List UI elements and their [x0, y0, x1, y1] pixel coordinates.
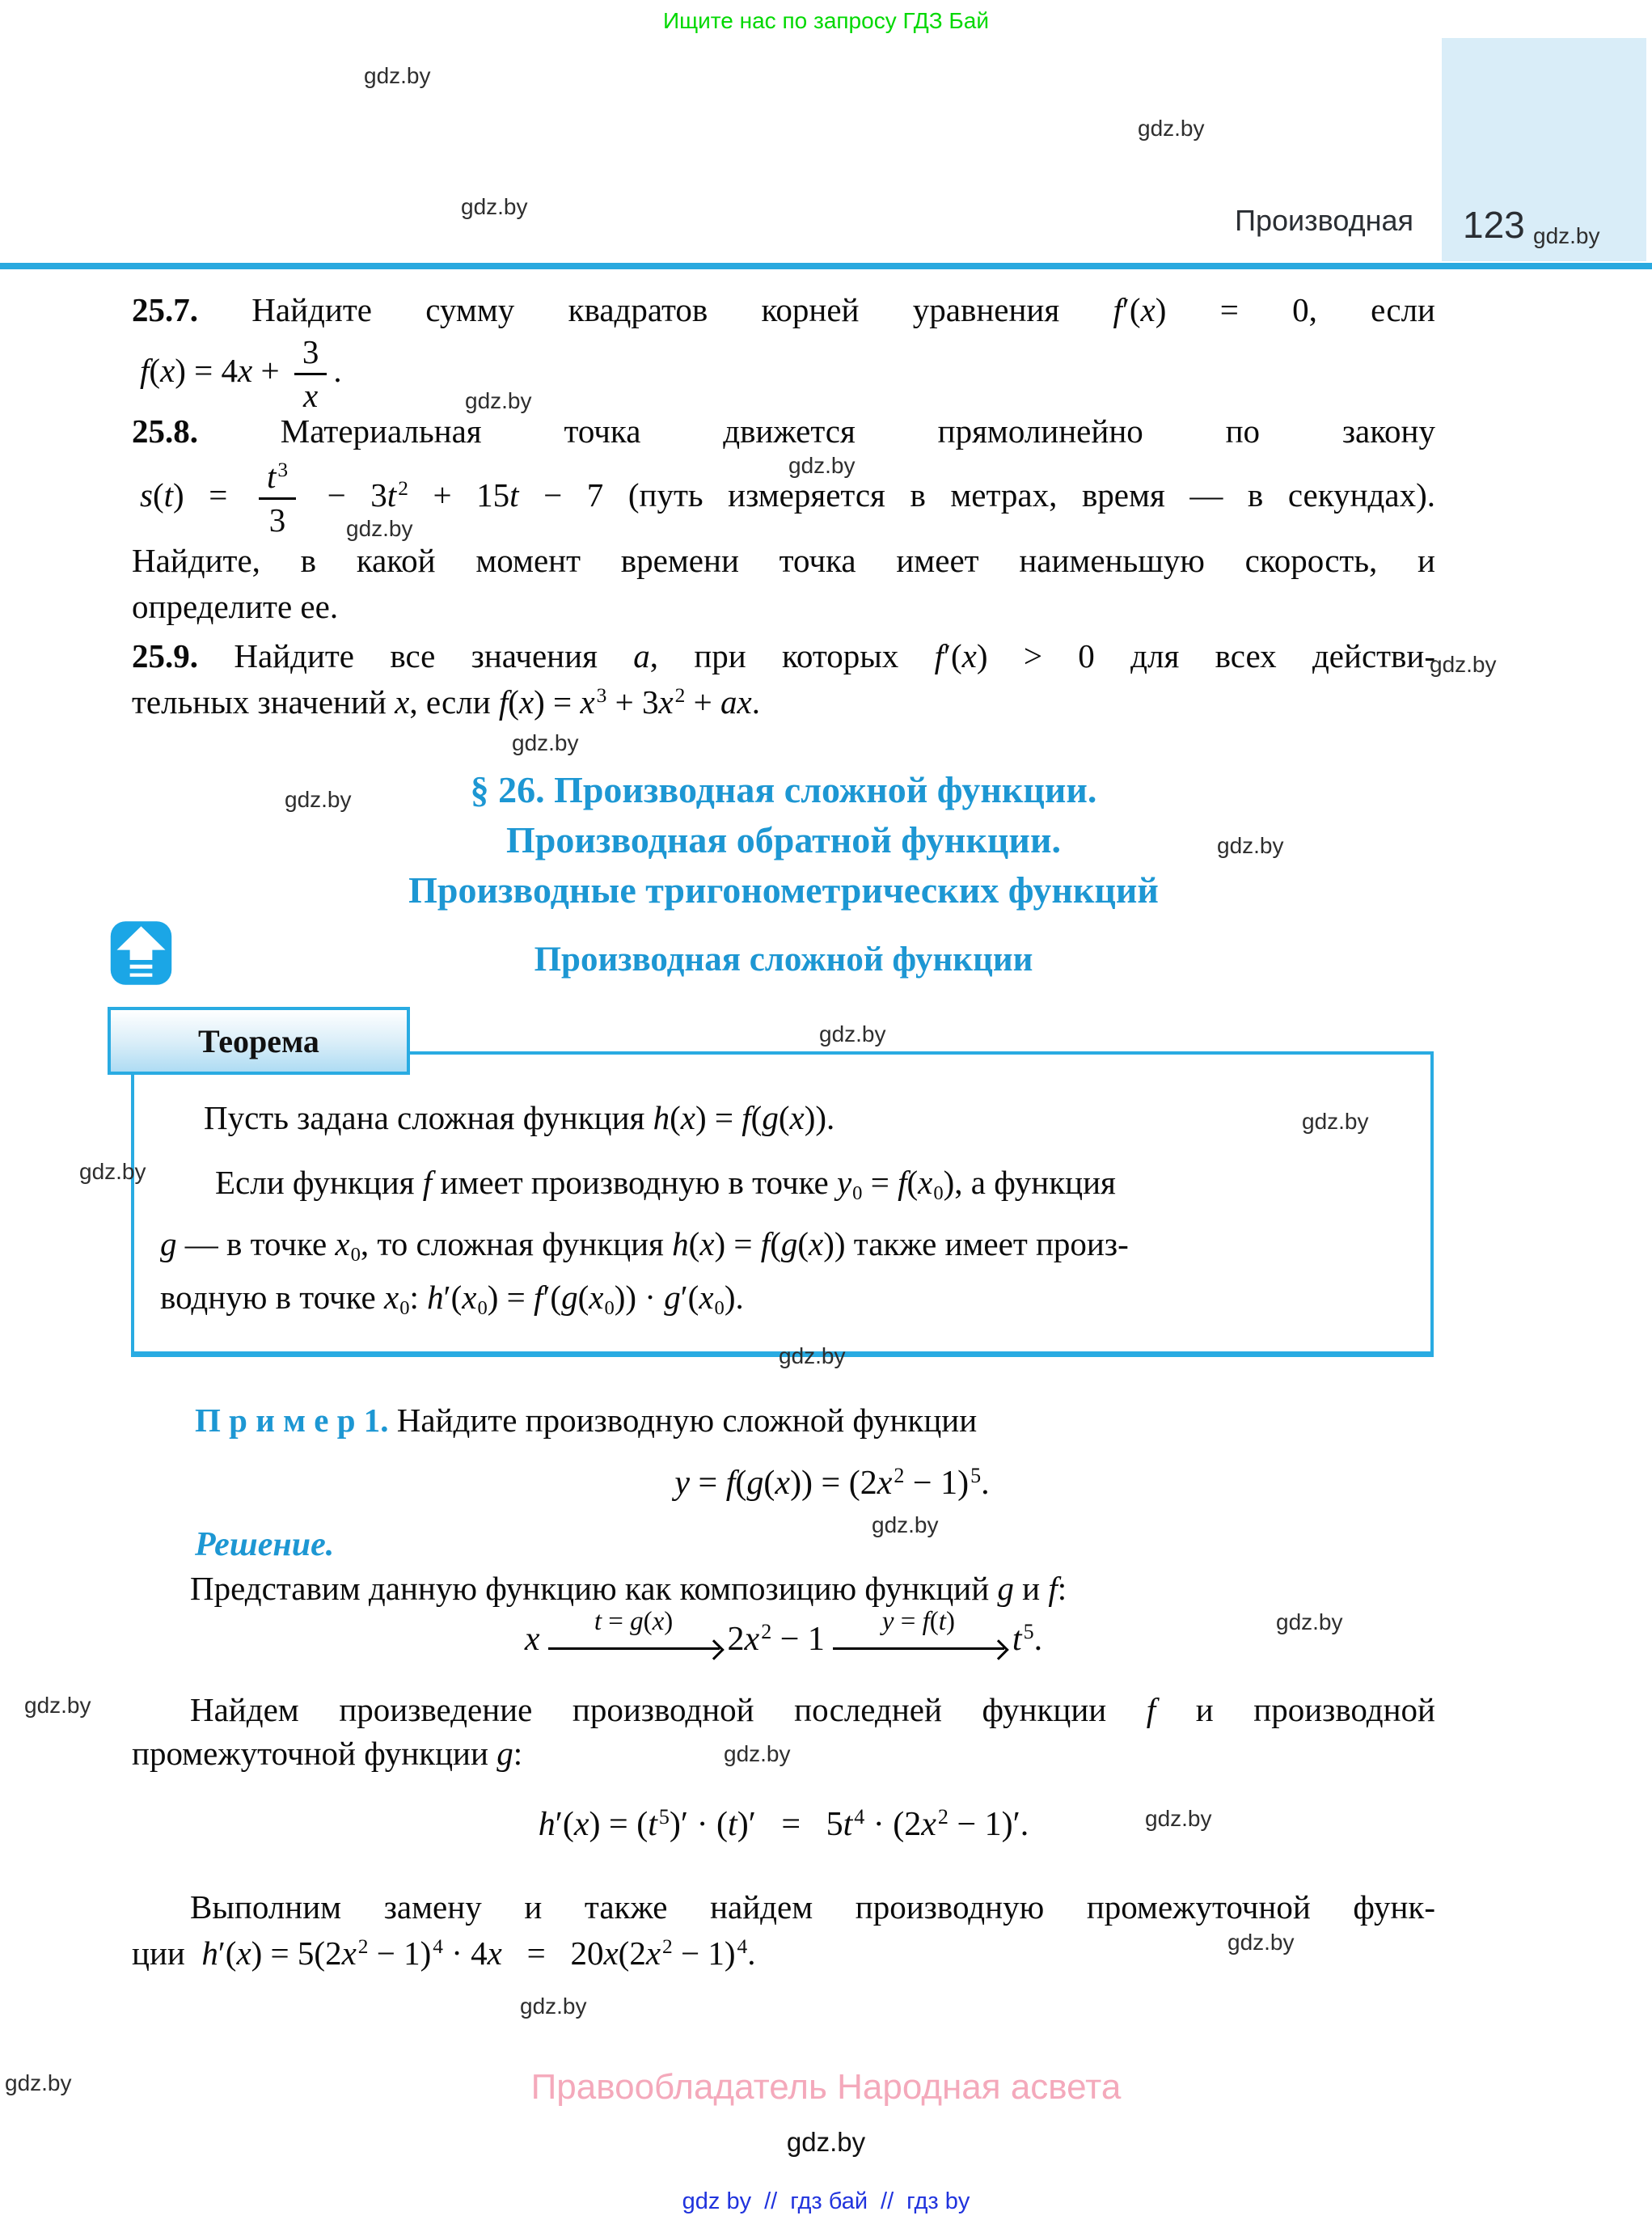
gdz-watermark: gdz.by: [79, 1159, 146, 1184]
chain-start: x: [524, 1621, 540, 1658]
gdz-watermark: gdz.by: [1227, 1930, 1295, 1955]
problem-25-8-formula: s(t) = $\frac{t^3}{3}$ − $3t^2 + 15t - 7$ (путь измеряется в метрах, время — в секундах).: [140, 458, 1435, 539]
problem-25-8-line4: определите ее.: [132, 588, 339, 625]
theorem-line-4: водную в точке $x_0$: $h'(x_0) = f'(g(x_0)) \cdot g'(x_0)$.: [160, 1279, 744, 1319]
gdz-watermark: gdz.by: [461, 194, 528, 219]
solution-step3-line1: Выполним замену и также найдем производную промежуточной функ-: [190, 1888, 1435, 1926]
example-intro-text: Найдите производную сложной функции: [388, 1402, 978, 1439]
page-number: 123: [1463, 204, 1525, 246]
solution-step2-line2: промежуточной функции g:: [132, 1735, 523, 1772]
example-intro-line: [132, 1397, 1435, 1444]
footer-link-2[interactable]: гдз бай: [790, 2188, 868, 2214]
example-formula: $y = f(g(x)) = (2x^2 - 1)^5$.: [674, 1463, 990, 1502]
theorem-tab: [108, 1007, 410, 1075]
gdz-watermark: gdz.by: [285, 787, 352, 812]
header-rule: [0, 263, 1652, 269]
theorem-tab-label: Теорема: [198, 1022, 319, 1059]
gdz-watermark: gdz.by: [24, 1693, 91, 1718]
gdz-watermark: gdz.by: [1276, 1609, 1343, 1634]
gdz-watermark: gdz.by: [788, 453, 856, 478]
footer-copyright: Правообладатель Народная асвета: [530, 2067, 1122, 2107]
theorem-line-2: Если функция f имеет производную в точке $y_0 = f(x_0)$, а функция: [215, 1164, 1116, 1204]
footer-links: [0, 2188, 1652, 2215]
chain-end: $t^5$.: [1012, 1619, 1043, 1658]
problem-25-9-line2: тельных значений x, если $f(x) = x^3 + 3x^2$ + ax.: [132, 683, 760, 721]
gdz-watermark: gdz.by: [819, 1021, 886, 1046]
solution-step2-line1: Найдем произведение производной последней функции f и производной: [190, 1691, 1435, 1728]
map-arrow-2-line: [833, 1647, 1004, 1650]
map-arrow-1: [548, 1607, 720, 1650]
footer-link-separator-2: //: [881, 2188, 894, 2214]
problem-25-7-line1: 25.7. Найдите сумму квадратов корней уравнения f′(x) = 0, если: [132, 291, 1436, 328]
solution-label: Решение.: [195, 1526, 335, 1563]
gdz-watermark: gdz.by: [465, 388, 532, 413]
gdz-watermark: gdz.by: [520, 1994, 587, 2019]
map-arrow-1-line: [548, 1647, 720, 1650]
chain-middle: $2x^2 - 1$: [727, 1619, 825, 1658]
gdz-watermark: gdz.by: [1533, 223, 1600, 248]
footer-site-watermark: gdz.by: [786, 2127, 866, 2157]
section-title-line3: Производные тригонометрических функций: [408, 869, 1159, 911]
top-banner: Ищите нас по запросу ГДЗ Бай: [662, 8, 990, 33]
gdz-watermark: gdz.by: [779, 1343, 846, 1368]
theorem-line-3: g — в точке $x_0$, то сложная функция h(x) = f(g(x)) также имеет произ-: [160, 1225, 1129, 1266]
gdz-watermark: gdz.by: [512, 730, 579, 755]
footer-link-separator-1: //: [764, 2188, 778, 2214]
running-head-chapter: Производная: [1235, 204, 1413, 237]
problem-25-8-line1: 25.8. Материальная точка движется прямолинейно по закону: [132, 412, 1435, 450]
gdz-watermark: gdz.by: [1302, 1109, 1369, 1134]
derivative-formula: $h'(x) = (t^5)' \cdot (t)'$ = $5t^4 \cdot (2x^2 - 1)'$.: [538, 1804, 1029, 1843]
gdz-watermark: gdz.by: [5, 2070, 72, 2095]
gdz-watermark: gdz.by: [364, 63, 431, 88]
map-arrow-2-label: y = f(t): [881, 1607, 955, 1636]
footer-link-1[interactable]: gdz by: [682, 2188, 752, 2214]
gdz-watermark: gdz.by: [1217, 833, 1284, 858]
map-arrow-1-label: t = g(x): [594, 1607, 674, 1636]
solution-step3-line2: ции $h'(x) = 5(2x^2 - 1)^4 \cdot 4x$ = $20x(2x^2 - 1)^4$.: [132, 1934, 756, 1972]
section-title-line1: § 26. Производная сложной функции.: [470, 769, 1097, 810]
gdz-watermark: gdz.by: [346, 516, 413, 541]
gdz-watermark: gdz.by: [1138, 116, 1205, 141]
problem-25-9-line1: 25.9. Найдите все значения a, при которых f′(x) > 0 для всех действи-: [132, 637, 1436, 674]
theorem-line-1: Пусть задана сложная функция h(x) = f(g(x)).: [204, 1099, 835, 1136]
gdz-watermark: gdz.by: [1145, 1806, 1212, 1831]
gdz-watermark: gdz.by: [1430, 652, 1497, 677]
problem-25-7-formula: f(x) = 4x + $\frac{3}{x}$ .: [140, 333, 342, 415]
section-title-line2: Производная обратной функции.: [506, 819, 1061, 860]
problem-25-8-line3: Найдите, в какой момент времени точка имеет наименьшую скорость, и: [132, 542, 1435, 579]
up-arrow-icon-svg: [110, 920, 172, 986]
section-subtitle: Производная сложной функции: [534, 941, 1033, 979]
gdz-watermark: gdz.by: [724, 1741, 791, 1766]
up-arrow-stack-icon: [110, 920, 172, 986]
solution-step1: Представим данную функцию как композицию функций g и f:: [190, 1570, 1067, 1607]
chain-formula: [132, 1607, 1435, 1659]
map-arrow-2: [833, 1607, 1004, 1650]
example-label: П р и м е р 1.: [195, 1402, 389, 1439]
gdz-watermark: gdz.by: [872, 1512, 939, 1537]
footer-link-3[interactable]: гдз by: [906, 2188, 970, 2214]
